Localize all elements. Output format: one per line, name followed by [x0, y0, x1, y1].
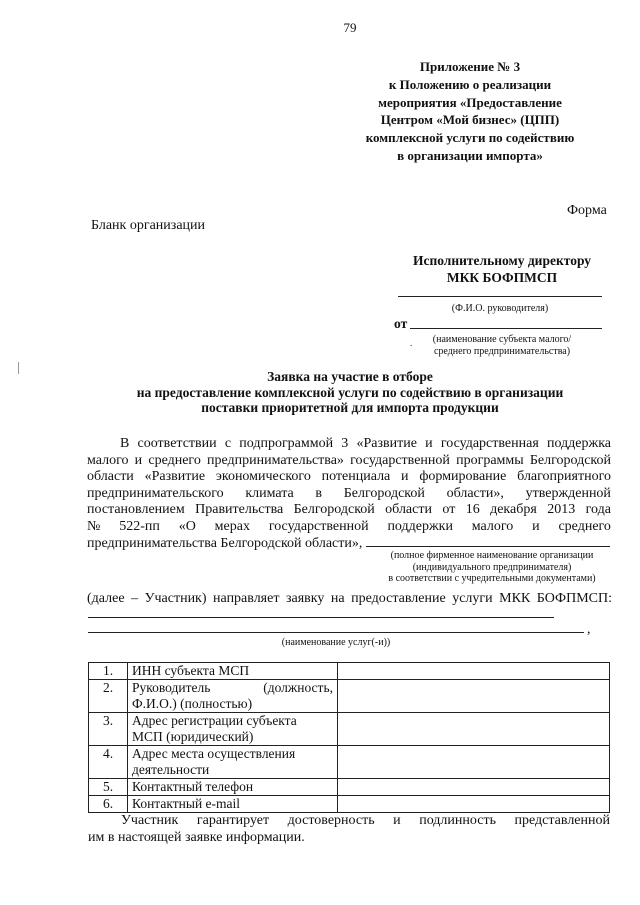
word: малого	[87, 452, 129, 468]
row-number: 6.	[89, 796, 128, 813]
service-line-1[interactable]	[88, 617, 554, 618]
word: государственной	[350, 452, 450, 468]
table-row	[89, 680, 610, 713]
organization-note-line: (полное фирменное наименование организации	[390, 550, 594, 561]
subject-name-line[interactable]	[410, 328, 602, 329]
word: климата	[245, 485, 294, 501]
addressee	[392, 252, 612, 286]
para-line	[87, 436, 611, 453]
comma: ,	[587, 622, 591, 637]
table-row	[89, 779, 610, 796]
subject-note	[412, 334, 592, 358]
word: потенциала	[321, 469, 391, 485]
word: и	[393, 813, 401, 828]
word: предпринимательства»	[207, 452, 344, 468]
word: от	[442, 502, 456, 518]
word: с	[224, 436, 232, 451]
row-value-cell[interactable]	[338, 779, 610, 796]
word: постановлением	[87, 502, 185, 518]
service-line-2[interactable]	[88, 632, 584, 633]
service-note: (наименование услуг(-и))	[281, 637, 391, 648]
application-title	[70, 369, 630, 416]
organization-note	[370, 550, 614, 585]
word: представленной	[514, 813, 610, 828]
appendix-line: Центром «Мой бизнес» (ЦПП)	[380, 112, 560, 128]
row-number: 4.	[89, 746, 128, 779]
word: года	[585, 502, 611, 518]
appendix-line: Приложение № 3	[419, 59, 521, 74]
row-value-cell[interactable]	[338, 713, 610, 746]
word: соответствии	[137, 436, 217, 451]
row-value-cell[interactable]	[338, 680, 610, 713]
subject-note-line: (наименование субъекта малого/	[432, 334, 572, 345]
organization-letterhead-label: Бланк организации	[91, 218, 206, 233]
word: В	[120, 436, 130, 451]
organization-note-line: в соответствии с учредительными документами)	[388, 573, 596, 584]
word: Белгородской	[343, 485, 425, 501]
row-label-text: Адрес места осуществления	[132, 746, 296, 761]
word: на	[330, 591, 345, 606]
word: среднего	[148, 452, 201, 468]
word: подпрограммой	[239, 436, 334, 451]
word: услуги	[452, 591, 493, 606]
row-label	[128, 663, 338, 680]
label-word: (должность,	[263, 680, 333, 695]
row-label-text: ИНН субъекта МСП	[132, 663, 250, 678]
addressee-line: Исполнительному директору	[412, 253, 592, 268]
participant-request-line	[87, 591, 612, 607]
table-row	[89, 746, 610, 779]
word: мерах	[214, 518, 250, 534]
scan-mark	[18, 362, 19, 374]
closing-line	[88, 812, 610, 829]
row-label	[128, 779, 338, 796]
word: и	[134, 452, 143, 468]
word: 2013	[547, 502, 576, 518]
word: «Развитие	[144, 469, 206, 485]
organization-name-line[interactable]	[366, 546, 610, 547]
word: заявку	[285, 591, 325, 606]
word: в	[315, 485, 323, 501]
word: предпринимательского	[87, 485, 224, 501]
word: среднего	[558, 518, 611, 534]
organization-note-line: (индивидуального предпринимателя)	[412, 561, 572, 573]
row-label-text	[132, 680, 333, 696]
word: области	[385, 502, 432, 518]
word: экономического	[215, 469, 311, 485]
appendix-line: в организации импорта»	[397, 147, 543, 163]
word: 522-пп	[119, 518, 160, 534]
appendix-line: комплексной услуги по содействию	[365, 130, 575, 146]
word: Участник)	[144, 591, 207, 606]
row-number: 5.	[89, 779, 128, 796]
from-label: от	[394, 316, 408, 331]
word: и	[532, 518, 540, 534]
table-row	[89, 713, 610, 746]
row-number: 2.	[89, 680, 128, 713]
word: государственной	[268, 518, 369, 534]
row-label	[128, 746, 338, 779]
word: Белгородской	[529, 452, 611, 468]
row-value-cell[interactable]	[338, 663, 610, 680]
form-label: Форма	[567, 203, 607, 218]
word: предоставление	[351, 591, 446, 606]
para-line	[87, 502, 611, 519]
word: Участник	[121, 813, 179, 828]
row-label-text: деятельности	[132, 762, 210, 777]
row-number: 3.	[89, 713, 128, 746]
word: программы	[456, 452, 524, 468]
para-line	[87, 469, 611, 486]
title-line: на предоставление комплексной услуги по содействию в организации	[136, 384, 564, 400]
page-number: 79	[343, 20, 357, 35]
para-line	[87, 453, 611, 470]
head-fio-note: (Ф.И.О. руководителя)	[451, 303, 549, 314]
word: государственная	[440, 436, 539, 451]
word: утвержденной	[525, 485, 611, 501]
para-line	[87, 519, 611, 536]
word: (далее	[87, 591, 125, 606]
word: 3	[341, 436, 349, 451]
word: подлинность	[419, 813, 496, 828]
word: гарантирует	[196, 813, 270, 828]
closing-statement	[88, 812, 610, 846]
word: Правительства	[195, 502, 284, 518]
table-row	[89, 663, 610, 680]
row-label-text: Контактный телефон	[132, 779, 254, 794]
para-last-text: предпринимательства Белгородской области»,	[87, 535, 363, 551]
word: и	[401, 469, 409, 485]
word: поддержка	[546, 436, 611, 451]
row-label	[128, 796, 338, 813]
row-label-text: Контактный e-mail	[132, 796, 241, 811]
appendix-header	[355, 58, 585, 165]
participant-info-table	[88, 662, 610, 813]
word: декабря	[490, 502, 537, 518]
word: достоверность	[287, 813, 375, 828]
word: БОФПМСП:	[536, 591, 612, 606]
title-line: поставки приоритетной для импорта продукции	[201, 400, 499, 415]
para-line	[87, 486, 611, 503]
word: поддержки	[387, 518, 453, 534]
dot-mark: .	[410, 338, 413, 348]
row-number: 1.	[89, 663, 128, 680]
row-label	[128, 680, 338, 713]
row-label-text: МСП (юридический)	[132, 729, 254, 744]
closing-line: им в настоящей заявке информации.	[88, 830, 305, 845]
title-line: Заявка на участие в отборе	[267, 369, 433, 384]
row-value-cell[interactable]	[338, 796, 610, 813]
word: малого	[471, 518, 514, 534]
row-label-text: Адрес регистрации субъекта	[132, 713, 297, 728]
row-value-cell[interactable]	[338, 746, 610, 779]
row-label	[128, 713, 338, 746]
word: «О	[178, 518, 196, 534]
word: 16	[465, 502, 480, 518]
word: формирование	[419, 469, 507, 485]
addressee-line: МКК БОФПМСП	[446, 270, 558, 285]
word: направляет	[213, 591, 280, 606]
appendix-line: мероприятия «Предоставление	[378, 94, 562, 110]
word: МКК	[499, 591, 531, 606]
word: благоприятного	[517, 469, 611, 485]
table-row	[89, 796, 610, 813]
head-fio-line[interactable]	[398, 296, 602, 297]
word: –	[131, 591, 139, 606]
row-label-text: Ф.И.О.) (полностью)	[132, 696, 253, 711]
subject-note-line: среднего предпринимательства)	[433, 346, 571, 357]
appendix-line: к Положению о реализации	[388, 76, 552, 92]
word: «Развитие	[356, 436, 417, 451]
word: №	[87, 518, 101, 534]
word: области	[87, 469, 134, 485]
main-paragraph	[87, 436, 611, 552]
word: и	[425, 436, 433, 451]
word: Белгородской	[293, 502, 375, 518]
label-word: Руководитель	[132, 680, 211, 695]
word: области»,	[446, 485, 504, 501]
